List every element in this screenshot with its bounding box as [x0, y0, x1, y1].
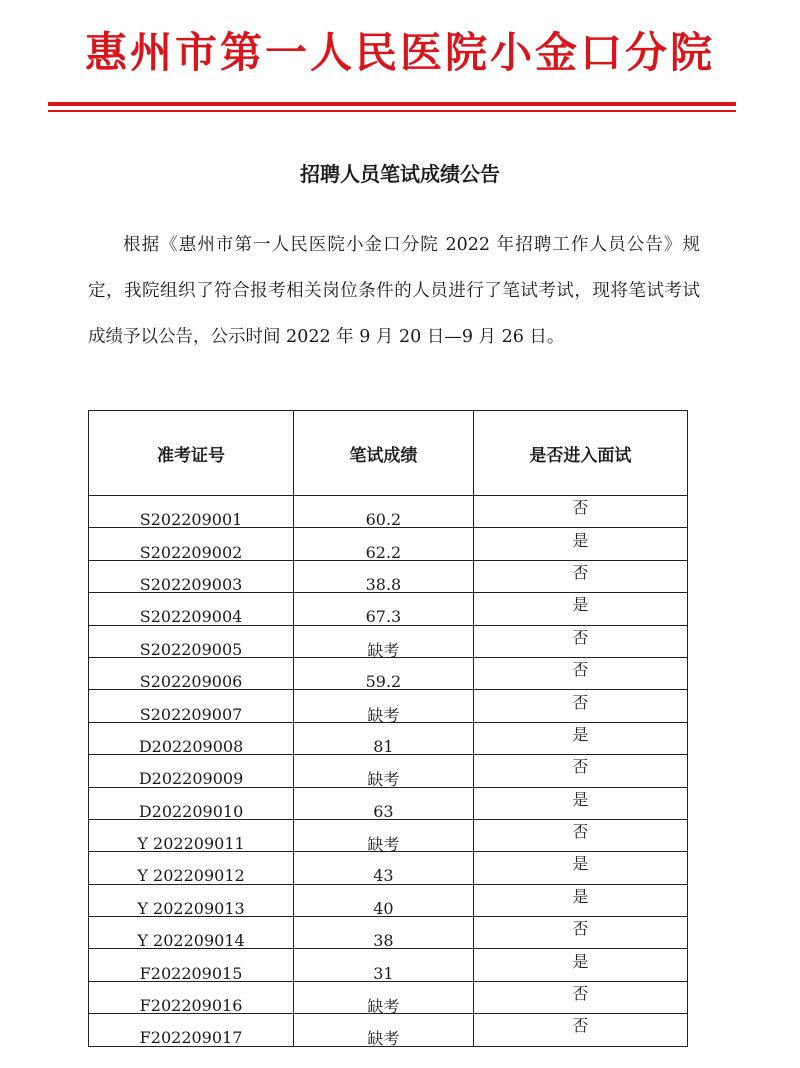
- interview-status-cell: [473, 560, 687, 592]
- written-score-cell: [294, 819, 474, 855]
- interview-status-cell: [473, 722, 687, 754]
- written-score-cell: [294, 625, 474, 660]
- written-score-cell-value: 63: [373, 801, 394, 821]
- table-row: [89, 884, 688, 916]
- written-score-cell: [294, 1014, 474, 1049]
- interview-status-cell-value: 是: [572, 886, 589, 906]
- written-score-cell-value: 缺考: [367, 770, 400, 790]
- written-score-cell-value: 38.8: [365, 574, 402, 594]
- exam-id-cell: [89, 917, 294, 949]
- exam-id-cell-value: S202209003: [139, 574, 243, 594]
- interview-status-cell-value: 否: [572, 984, 589, 1004]
- exam-id-cell: [89, 560, 294, 592]
- letterhead-org-name: 惠州市第一人民医院小金口分院: [84, 28, 715, 77]
- interview-status-cell-value: 是: [572, 789, 589, 809]
- interview-status-cell: [473, 819, 687, 851]
- written-score-cell: [294, 657, 474, 692]
- written-score-cell-value: 62.2: [365, 542, 402, 562]
- exam-id-cell: [89, 657, 294, 692]
- interview-status-cell: [473, 496, 687, 528]
- written-score-cell: [294, 593, 474, 625]
- exam-id-cell: [89, 884, 294, 916]
- table-row: [89, 1014, 688, 1046]
- exam-id-cell: [89, 981, 294, 1016]
- exam-id-cell-value: Y 202209014: [137, 931, 245, 951]
- scores-table: [88, 410, 688, 1047]
- table-row: [89, 657, 688, 689]
- written-score-cell-value: 缺考: [367, 997, 400, 1017]
- interview-status-cell-value: 是: [572, 951, 589, 971]
- written-score-cell: [294, 787, 474, 819]
- exam-id-cell-value: S202209001: [139, 510, 243, 530]
- exam-id-cell-value: D202209010: [138, 801, 244, 821]
- interview-status-cell: [473, 884, 687, 916]
- exam-id-cell: [89, 496, 294, 528]
- interview-status-cell-value: 是: [572, 530, 589, 550]
- interview-status-cell: [473, 657, 687, 689]
- written-score-cell-value: 缺考: [367, 1029, 400, 1049]
- exam-id-cell: [89, 528, 294, 560]
- exam-id-cell-value: Y 202209013: [137, 898, 245, 918]
- written-score-cell-value: 缺考: [367, 640, 400, 660]
- written-score-cell: [294, 917, 474, 949]
- interview-status-cell-value: 否: [572, 627, 589, 647]
- interview-status-cell: [473, 917, 687, 949]
- table-row: [89, 496, 688, 528]
- written-score-cell-value: 缺考: [367, 705, 400, 725]
- written-score-cell: [294, 755, 474, 790]
- written-score-cell: [294, 981, 474, 1017]
- exam-id-cell: [89, 819, 294, 854]
- header-interview-status: 是否进入面试: [473, 411, 687, 496]
- exam-id-cell: [89, 755, 294, 787]
- exam-id-cell: [89, 625, 294, 657]
- table-row: [89, 560, 688, 592]
- table-row: [89, 625, 688, 657]
- table-row: [89, 593, 688, 625]
- interview-status-cell: [473, 755, 687, 787]
- exam-id-cell: [89, 949, 294, 981]
- table-row: [89, 787, 688, 819]
- written-score-cell: [294, 560, 474, 592]
- exam-id-cell-value: S202209004: [139, 607, 243, 627]
- notice-title: 招聘人员笔试成绩公告: [300, 162, 500, 186]
- exam-id-cell: [89, 593, 294, 625]
- written-score-cell-value: 59.2: [365, 672, 402, 692]
- written-score-cell: [294, 722, 474, 754]
- written-score-cell-value: 38: [373, 931, 394, 951]
- interview-status-cell: [473, 981, 687, 1013]
- table-row: [89, 819, 688, 851]
- exam-id-cell-value: S202209002: [139, 542, 243, 562]
- letterhead-rule-thin: [48, 110, 736, 112]
- table-row: [89, 949, 688, 981]
- interview-status-cell-value: 否: [572, 498, 589, 518]
- written-score-cell-value: 40: [373, 898, 394, 918]
- table-row: [89, 528, 688, 560]
- notice-intro-paragraph: 根据《惠州市第一人民医院小金口分院 2022 年招聘工作人员公告》规定，我院组织了符合报考相关岗位条件的人员进行了笔试考试，现将笔试考试成绩予以公告，公示时间 2022 年 9 月 20 日—9 月 26 日。: [88, 235, 700, 347]
- written-score-cell-value: 60.2: [365, 510, 402, 530]
- written-score-cell: [294, 884, 474, 916]
- written-score-cell-value: 43: [373, 866, 394, 886]
- exam-id-cell-value: F202209016: [139, 996, 243, 1016]
- exam-id-cell-value: S202209007: [139, 704, 243, 724]
- written-score-cell-value: 31: [373, 963, 394, 983]
- written-score-cell: [294, 852, 474, 884]
- exam-id-cell-value: S202209005: [139, 639, 243, 659]
- interview-status-cell: [473, 593, 687, 625]
- header-exam-id: 准考证号: [89, 411, 294, 496]
- exam-id-cell: [89, 852, 294, 884]
- written-score-cell: [294, 690, 474, 725]
- interview-status-cell: [473, 787, 687, 819]
- exam-id-cell-value: F202209015: [139, 963, 243, 983]
- table-row: [89, 690, 688, 722]
- header-written-score: 笔试成绩: [294, 411, 474, 496]
- exam-id-cell: [89, 787, 294, 819]
- interview-status-cell-value: 是: [572, 854, 589, 874]
- interview-status-cell: [473, 690, 687, 722]
- table-row: [89, 722, 688, 754]
- interview-status-cell: [473, 528, 687, 560]
- exam-id-cell-value: D202209008: [138, 736, 244, 756]
- interview-status-cell: [473, 625, 687, 657]
- written-score-cell-value: 81: [373, 736, 394, 756]
- interview-status-cell-value: 否: [572, 562, 589, 582]
- table-row: [89, 981, 688, 1013]
- interview-status-cell: [473, 949, 687, 981]
- exam-id-cell: [89, 722, 294, 754]
- table-header-row: [89, 411, 688, 496]
- exam-id-cell: [89, 690, 294, 722]
- exam-id-cell: [89, 1014, 294, 1046]
- exam-id-cell-value: S202209006: [139, 672, 243, 692]
- written-score-cell: [294, 949, 474, 981]
- interview-status-cell-value: 否: [572, 919, 589, 939]
- interview-status-cell: [473, 852, 687, 884]
- written-score-cell-value: 缺考: [367, 835, 400, 855]
- table-row: [89, 852, 688, 884]
- exam-id-cell-value: Y 202209011: [137, 834, 245, 854]
- exam-id-cell-value: D202209009: [138, 769, 244, 789]
- interview-status-cell-value: 是: [572, 595, 589, 615]
- interview-status-cell-value: 否: [572, 1016, 589, 1036]
- interview-status-cell: [473, 1014, 687, 1046]
- table-body: [89, 496, 688, 1047]
- exam-id-cell-value: Y 202209012: [137, 866, 245, 886]
- interview-status-cell-value: 是: [572, 724, 589, 744]
- interview-status-cell-value: 否: [572, 757, 589, 777]
- table-row: [89, 917, 688, 949]
- interview-status-cell-value: 否: [572, 822, 589, 842]
- interview-status-cell-value: 否: [572, 692, 589, 712]
- letterhead-rule-thick: [48, 102, 736, 106]
- written-score-cell: [294, 496, 474, 528]
- written-score-cell: [294, 528, 474, 560]
- exam-id-cell-value: F202209017: [139, 1028, 243, 1048]
- written-score-cell-value: 67.3: [365, 607, 402, 627]
- interview-status-cell-value: 否: [572, 660, 589, 680]
- table-row: [89, 755, 688, 787]
